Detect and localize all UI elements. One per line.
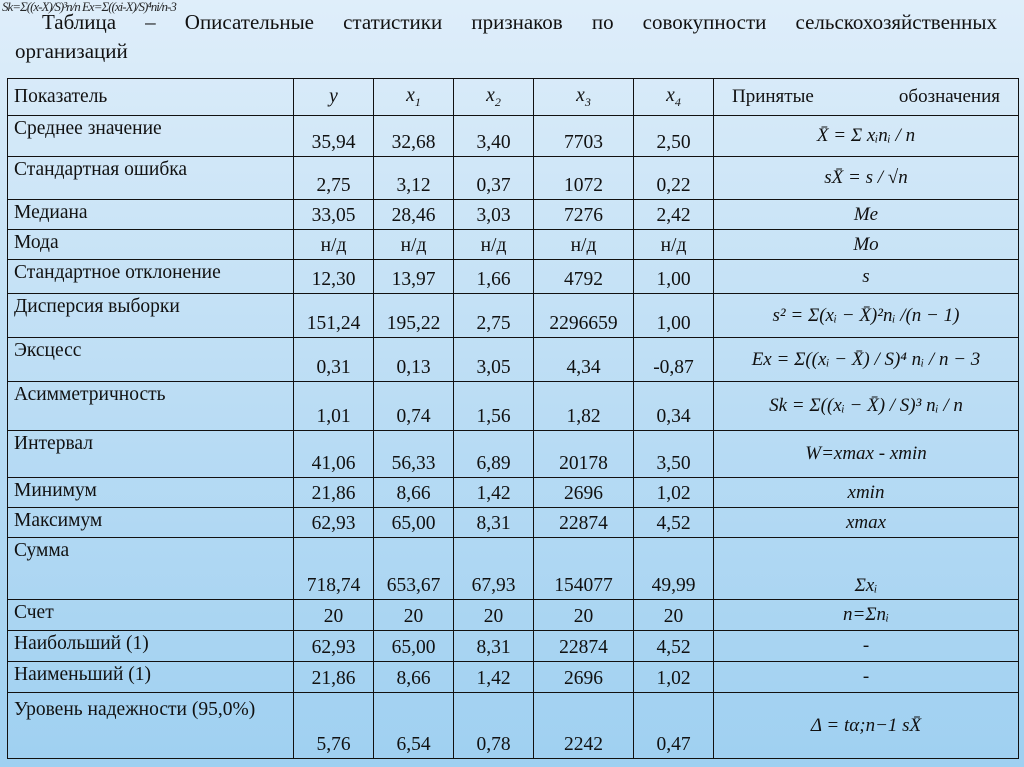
formula-smallest: - (714, 662, 1019, 693)
cell-x1: 0,74 (374, 382, 454, 431)
cell-x1: 56,33 (374, 431, 454, 478)
cell-x1: 6,54 (374, 693, 454, 759)
table-row (8, 631, 1019, 662)
cell-x1: 0,13 (374, 338, 454, 382)
formula-largest: - (714, 631, 1019, 662)
table-row (8, 508, 1019, 538)
cell-x3: 2696 (534, 478, 634, 508)
table-row (8, 478, 1019, 508)
cell-x3: 2296659 (534, 294, 634, 338)
table-row (8, 260, 1019, 294)
header-notation: Принятые обозначения (714, 79, 1019, 116)
cell-x2: 3,05 (454, 338, 534, 382)
cell-x3: 4,34 (534, 338, 634, 382)
cell-x3: 7703 (534, 116, 634, 157)
cell-y: 21,86 (294, 478, 374, 508)
cell-y: н/д (294, 230, 374, 260)
formula-skewness: Sk = Σ((xᵢ − X̄) / S)³ nᵢ / n (714, 382, 1019, 431)
row-label: Наибольший (1) (8, 631, 294, 662)
cell-x2: 8,31 (454, 631, 534, 662)
cell-y: 33,05 (294, 200, 374, 230)
cell-x3: 1,82 (534, 382, 634, 431)
cell-x1: 65,00 (374, 631, 454, 662)
formula-variance: s² = Σ(xᵢ − X̄)²nᵢ /(n − 1) (714, 294, 1019, 338)
cell-x2: 1,42 (454, 662, 534, 693)
title-line-2: организаций (15, 39, 128, 63)
cell-x3: 7276 (534, 200, 634, 230)
table-row (8, 600, 1019, 631)
cell-x4: 0,22 (634, 157, 714, 200)
cell-x3: 154077 (534, 538, 634, 600)
cell-x4: 2,50 (634, 116, 714, 157)
formula-median: Me (714, 200, 1019, 230)
cell-y: 12,30 (294, 260, 374, 294)
cell-x4: 1,00 (634, 294, 714, 338)
table-row (8, 662, 1019, 693)
row-label: Интервал (8, 431, 294, 478)
cell-x3: 2696 (534, 662, 634, 693)
cell-x1: н/д (374, 230, 454, 260)
overlay-formula-artifact: Sk=Σ((x-X)/S)³n/n Ex=Σ((xi-X)/S)⁴ni/n-3 (2, 0, 176, 14)
cell-x4: 0,34 (634, 382, 714, 431)
cell-y: 151,24 (294, 294, 374, 338)
cell-x1: 8,66 (374, 478, 454, 508)
cell-x2: 3,03 (454, 200, 534, 230)
table-row (8, 382, 1019, 431)
cell-x2: 2,75 (454, 294, 534, 338)
row-label: Стандартное отклонение (8, 260, 294, 294)
row-label: Минимум (8, 478, 294, 508)
formula-range: W=xmax - xmin (714, 431, 1019, 478)
formula-sum: Σxᵢ (714, 538, 1019, 600)
cell-x1: 653,67 (374, 538, 454, 600)
header-x2: $x_2$ (454, 79, 534, 116)
header-x3: $x_3$ (534, 79, 634, 116)
cell-x4: 3,50 (634, 431, 714, 478)
table-row (8, 431, 1019, 478)
cell-x1: 20 (374, 600, 454, 631)
cell-x2: 20 (454, 600, 534, 631)
cell-y: 41,06 (294, 431, 374, 478)
cell-x4: 0,47 (634, 693, 714, 759)
cell-x2: 0,37 (454, 157, 534, 200)
cell-x4: -0,87 (634, 338, 714, 382)
formula-std-error: sX̄ = s / √n (714, 157, 1019, 200)
table-row (8, 230, 1019, 260)
row-label: Уровень надежности (95,0%) (8, 693, 294, 759)
row-label: Сумма (8, 538, 294, 600)
row-label: Максимум (8, 508, 294, 538)
cell-x4: 1,02 (634, 478, 714, 508)
cell-x2: 8,31 (454, 508, 534, 538)
cell-y: 62,93 (294, 631, 374, 662)
cell-x2: 1,56 (454, 382, 534, 431)
row-label: Наименьший (1) (8, 662, 294, 693)
table-row (8, 338, 1019, 382)
header-y: y (294, 79, 374, 116)
cell-x2: 67,93 (454, 538, 534, 600)
cell-x4: 20 (634, 600, 714, 631)
row-label: Асимметричность (8, 382, 294, 431)
cell-y: 5,76 (294, 693, 374, 759)
cell-y: 20 (294, 600, 374, 631)
cell-y: 21,86 (294, 662, 374, 693)
cell-x4: 1,00 (634, 260, 714, 294)
formula-mean: X̄ = Σ xᵢnᵢ / n (714, 116, 1019, 157)
cell-x2: н/д (454, 230, 534, 260)
row-label: Счет (8, 600, 294, 631)
cell-y: 35,94 (294, 116, 374, 157)
formula-std-dev: s (714, 260, 1019, 294)
table-header-row (8, 79, 1019, 116)
cell-x4: н/д (634, 230, 714, 260)
row-label: Дисперсия выборки (8, 294, 294, 338)
cell-x1: 13,97 (374, 260, 454, 294)
cell-x2: 3,40 (454, 116, 534, 157)
cell-x1: 28,46 (374, 200, 454, 230)
header-x4: $x_4$ (634, 79, 714, 116)
statistics-table (7, 78, 1019, 759)
cell-x3: 22874 (534, 631, 634, 662)
row-label: Стандартная ошибка (8, 157, 294, 200)
cell-x3: н/д (534, 230, 634, 260)
cell-x4: 49,99 (634, 538, 714, 600)
cell-y: 2,75 (294, 157, 374, 200)
cell-x3: 20178 (534, 431, 634, 478)
cell-x4: 2,42 (634, 200, 714, 230)
cell-y: 1,01 (294, 382, 374, 431)
page-title (15, 8, 997, 66)
table-row (8, 200, 1019, 230)
cell-x2: 0,78 (454, 693, 534, 759)
row-label: Мода (8, 230, 294, 260)
row-label: Среднее значение (8, 116, 294, 157)
row-label: Медиана (8, 200, 294, 230)
cell-x2: 1,42 (454, 478, 534, 508)
cell-x3: 2242 (534, 693, 634, 759)
cell-x4: 4,52 (634, 508, 714, 538)
table-row (8, 693, 1019, 759)
table-row (8, 538, 1019, 600)
header-x1: $x_1$ (374, 79, 454, 116)
cell-y: 718,74 (294, 538, 374, 600)
cell-y: 62,93 (294, 508, 374, 538)
cell-x1: 65,00 (374, 508, 454, 538)
formula-min: xmin (714, 478, 1019, 508)
table-row (8, 157, 1019, 200)
table-row (8, 116, 1019, 157)
cell-x4: 4,52 (634, 631, 714, 662)
cell-x1: 32,68 (374, 116, 454, 157)
cell-y: 0,31 (294, 338, 374, 382)
formula-mode: Mo (714, 230, 1019, 260)
cell-x2: 1,66 (454, 260, 534, 294)
cell-x1: 3,12 (374, 157, 454, 200)
cell-x4: 1,02 (634, 662, 714, 693)
cell-x3: 1072 (534, 157, 634, 200)
formula-kurtosis: Ex = Σ((xᵢ − X̄) / S)⁴ nᵢ / n − 3 (714, 338, 1019, 382)
formula-count: n=Σnᵢ (714, 600, 1019, 631)
formula-max: xmax (714, 508, 1019, 538)
cell-x3: 22874 (534, 508, 634, 538)
cell-x3: 4792 (534, 260, 634, 294)
row-label: Эксцесс (8, 338, 294, 382)
cell-x1: 8,66 (374, 662, 454, 693)
cell-x2: 6,89 (454, 431, 534, 478)
table-row (8, 294, 1019, 338)
title-line-1: Таблица – Описательные статистики признаков по совокупности сельскохозяйственных (42, 10, 997, 34)
header-indicator: Показатель (8, 79, 294, 116)
formula-confidence: Δ = tα;n−1 sX̄ (714, 693, 1019, 759)
cell-x1: 195,22 (374, 294, 454, 338)
cell-x3: 20 (534, 600, 634, 631)
